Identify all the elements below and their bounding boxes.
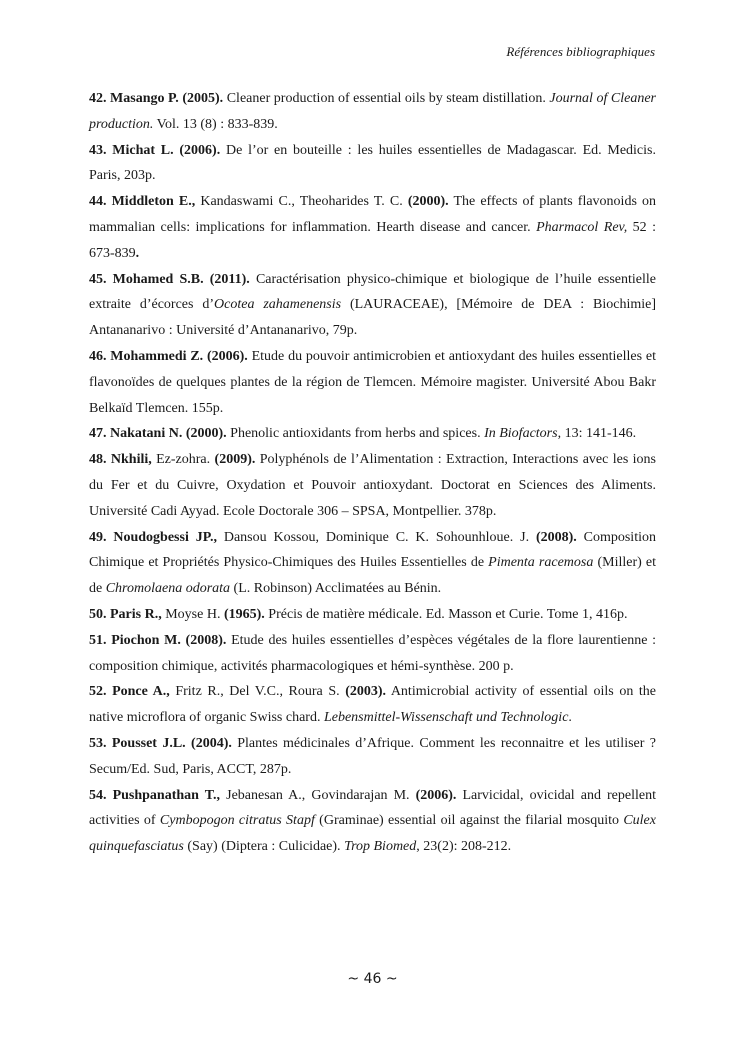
reference-46: 46. Mohammedi Z. (2006). Etude du pouvoir antimicrobien et antioxydant des huiles essentielles et flavonoïdes de quelques plantes de la région de Tlemcen. Mémoire magister. Université Abou Bakr Belkaïd Tlemcen. 155p.	[89, 348, 656, 416]
reference-52: 52. Ponce A., Fritz R., Del V.C., Roura S. (2003). Antimicrobial activity of essential oils on the native microflora of organic Swiss chard. Lebensmittel-Wissenschaft und Technologic.	[89, 684, 657, 726]
running-header: Références bibliographiques	[506, 44, 655, 59]
reference-53: 53. Pousset J.L. (2004). Plantes médicinales d’Afrique. Comment les reconnaitre et les utiliser ? Secum/Ed. Sud, Paris, ACCT, 287p.	[89, 735, 656, 777]
reference-49: 49. Noudogbessi JP., Dansou Kossou, Dominique C. K. Sohounhloue. J. (2008). Composition Chimique et Propriétés Physico-Chimiques des Huiles Essentielles de Pimenta racemosa (Miller) et de Chromolaena odorata (L. Robinson) Acclimatées au Bénin.	[89, 529, 656, 597]
reference-43: 43. Michat L. (2006). De l’or en bouteille : les huiles essentielles de Madagascar. Ed. Medicis. Paris, 203p.	[89, 142, 656, 184]
reference-51: 51. Piochon M. (2008). Etude des huiles essentielles d’espèces végétales de la flore laurentienne : composition chimique, activités pharmacologiques et hémi-synthèse. 200 p.	[89, 632, 656, 674]
page-number: ~ 46 ~	[347, 971, 398, 987]
reference-44: 44. Middleton E., Kandaswami C., Theoharides T. C. (2000). The effects of plants flavonoids on mammalian cells: implications for inflammation. Hearth disease and cancer. Pharmacol Rev, 52 : 673-839.	[89, 194, 657, 261]
reference-54: 54. Pushpanathan T., Jebanesan A., Govindarajan M. (2006). Larvicidal, ovicidal and repellent activities of Cymbopogon citratus Stapf (Graminae) essential oil against the filarial mosquito Culex quinquefasciatus (Say) (Diptera : Culicidae). Trop Biomed, 23(2): 208-212.	[89, 787, 656, 855]
reference-50: 50. Paris R., Moyse H. (1965). Précis de matière médicale. Ed. Masson et Curie. Tome 1, 416p.	[89, 606, 628, 622]
reference-list	[89, 86, 656, 860]
reference-45: 45. Mohamed S.B. (2011). Caractérisation physico-chimique et biologique de l’huile essentielle extraite d’écorces d’Ocotea zahamenensis (LAURACEAE), [Mémoire de DEA : Biochimie] Antananarivo : Université d’Antananarivo, 79p.	[89, 271, 656, 339]
reference-47: 47. Nakatani N. (2000). Phenolic antioxidants from herbs and spices. In Biofactors, 13: 141-146.	[89, 426, 637, 442]
reference-42: 42. Masango P. (2005). Cleaner production of essential oils by steam distillation. Journal of Cleaner production. Vol. 13 (8) : 833-839.	[89, 91, 657, 132]
reference-48: 48. Nkhili, Ez-zohra. (2009). Polyphénols de l’Alimentation : Extraction, Interactions avec les ions du Fer et du Cuivre, Oxydation et Pouvoir antioxydant. Doctorat en Sciences des Aliments. Université Cadi Ayyad. Ecole Doctorale 306 – SPSA, Montpellier. 378p.	[89, 452, 656, 519]
